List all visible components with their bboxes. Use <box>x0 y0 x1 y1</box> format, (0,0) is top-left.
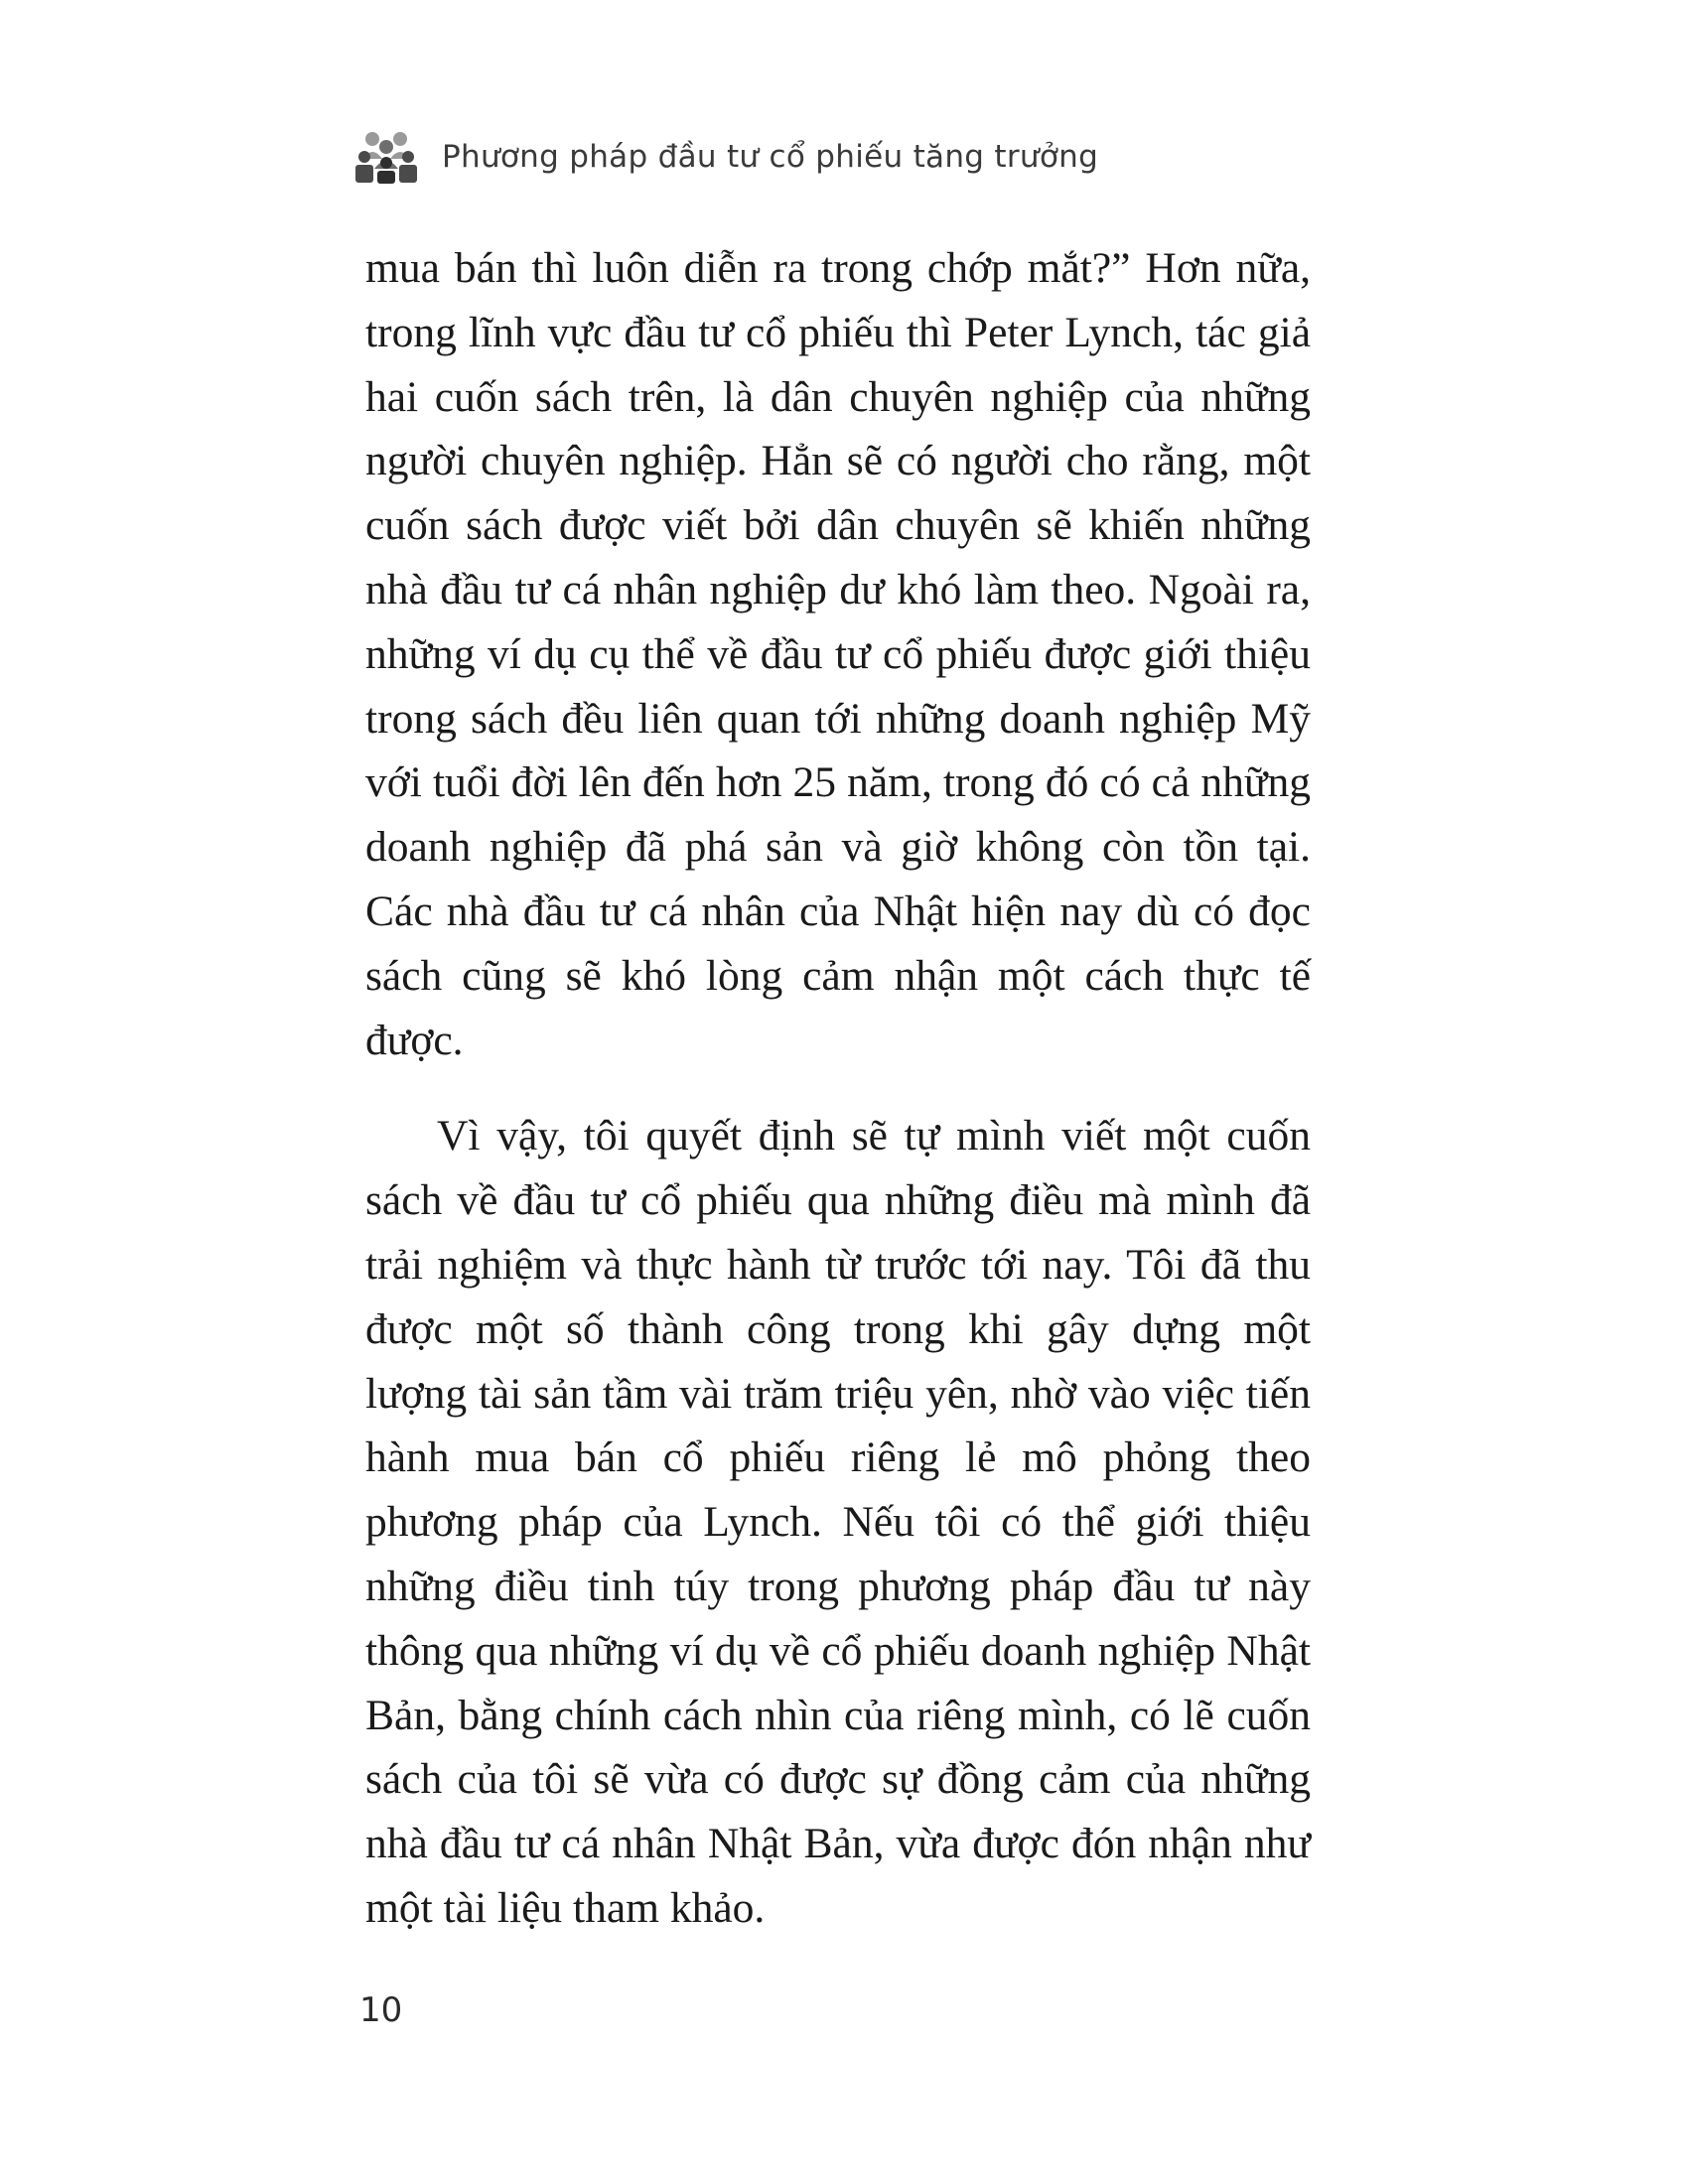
paragraph: Vì vậy, tôi quyết định sẽ tự mình viết một cuốn sách về đầu tư cổ phiếu qua những điều mà mình đã trải nghiệm và thực hành từ trước tới nay. Tôi đã thu được một số thành công trong khi gây dựng một lượng tài sản tầm vài trăm triệu yên, nhờ vào việc tiến hành mua bán cổ phiếu riêng lẻ mô phỏng theo phương pháp của Lynch. Nếu tôi có thể giới thiệu những điều tinh túy trong phương pháp đầu tư này thông qua những ví dụ về cổ phiếu doanh nghiệp Nhật Bản, bằng chính cách nhìn của riêng mình, có lẽ cuốn sách của tôi sẽ vừa có được sự đồng cảm của những nhà đầu tư cá nhân Nhật Bản, vừa được đón nhận như một tài liệu tham khảo. <box>365 1112 1311 1932</box>
running-head-title: Phương pháp đầu tư cổ phiếu tăng trưởng <box>442 139 1099 175</box>
paragraph: mua bán thì luôn diễn ra trong chớp mắt?” Hơn nữa, trong lĩnh vực đầu tư cổ phiếu thì Peter Lynch, tác giả hai cuốn sách trên, là dân chuyên nghiệp của những người chuyên nghiệp. Hẳn sẽ có người cho rằng, một cuốn sách được viết bởi dân chuyên sẽ khiến những nhà đầu tư cá nhân nghiệp dư khó làm theo. Ngoài ra, những ví dụ cụ thể về đầu tư cổ phiếu được giới thiệu trong sách đều liên quan tới những doanh nghiệp Mỹ với tuổi đời lên đến hơn 25 năm, trong đó có cả những doanh nghiệp đã phá sản và giờ không còn tồn tại. Các nhà đầu tư cá nhân của Nhật hiện nay dù có đọc sách cũng sẽ khó lòng cảm nhận một cách thực tế được. <box>365 244 1311 1064</box>
page-number: 10 <box>359 1990 403 2030</box>
body-text <box>365 236 1311 1941</box>
running-head <box>352 127 1098 187</box>
people-group-icon <box>352 129 420 185</box>
